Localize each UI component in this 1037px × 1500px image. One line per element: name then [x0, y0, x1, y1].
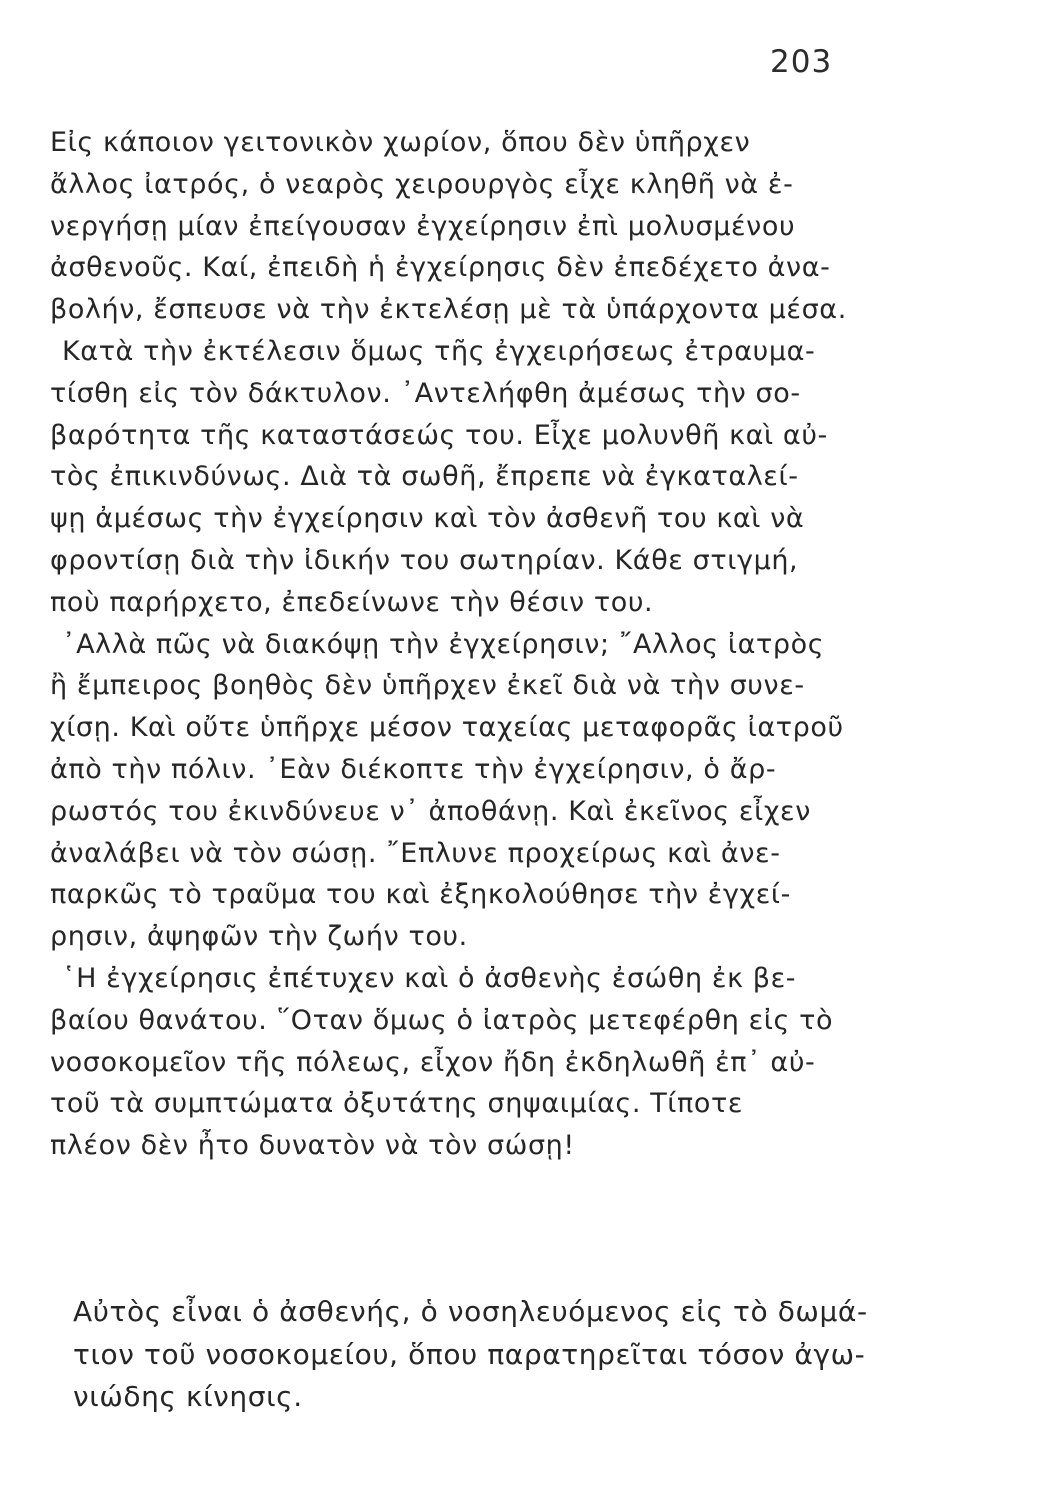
text-line: ρησιν, ἀψηφῶν τὴν ζωήν του.: [50, 921, 468, 953]
text-line: βαίου θανάτου. ῞Οταν ὅμως ὁ ἰατρὸς μετεφέρθη εἰς τὸ: [50, 1004, 834, 1036]
text-line: παρκῶς τὸ τραῦμα του καὶ ἐξηκολούθησε τὴν ἐγχεί-: [50, 879, 791, 911]
text-line: ψῃ ἀμέσως τὴν ἐγχείρησιν καὶ τὸν ἀσθενῆ του καὶ νὰ: [50, 503, 805, 535]
text-line: ἀναλάβει νὰ τὸν σώσῃ. ῎Επλυνε προχείρως καὶ ἀνε-: [50, 837, 781, 869]
text-line: τὸς ἐπικινδύνως. Διὰ τὰ σωθῆ, ἔπρεπε νὰ ἐγκαταλεί-: [50, 461, 799, 493]
text-line: τοῦ τὰ συμπτώματα ὀξυτάτης σηψαιμίας. Τίποτε: [50, 1088, 744, 1120]
text-line: τίσθη εἰς τὸν δάκτυλον. ᾿Αντελήφθη ἀμέσως τὴν σο-: [50, 377, 801, 409]
text-line: ᾿Αλλὰ πῶς νὰ διακόψῃ τὴν ἐγχείρησιν; ῎Αλλος ἰατρὸς: [62, 628, 825, 660]
text-line: ρωστός του ἐκινδύνευε ν᾿ ἀποθάνῃ. Καὶ ἐκεῖνος εἶχεν: [50, 795, 811, 827]
page-number: 203: [770, 44, 833, 80]
text-line: βαρότητα τῆς καταστάσεώς του. Εἶχε μολυνθῆ καὶ αὐ-: [50, 419, 828, 451]
text-line: τιον τοῦ νοσοκομείου, ὅπου παρατηρεῖται τόσον ἀγω-: [73, 1337, 866, 1371]
text-line: ῾Η ἐγχείρησις ἐπέτυχεν καὶ ὁ ἀσθενὴς ἐσώθη ἐκ βε-: [62, 962, 797, 994]
text-line: ποὺ παρήρχετο, ἐπεδείνωνε τὴν θέσιν του.: [50, 586, 654, 618]
text-line: ἄλλος ἰατρός, ὁ νεαρὸς χειρουργὸς εἶχε κληθῆ νὰ ἐ-: [50, 168, 794, 200]
main-text-block: [50, 122, 980, 1167]
text-line: ἀπὸ τὴν πόλιν. ᾿Εὰν διέκοπτε τὴν ἐγχείρησιν, ὁ ἄρ-: [50, 753, 777, 785]
closing-paragraph: [73, 1291, 1003, 1419]
text-line: Κατὰ τὴν ἐκτέλεσιν ὅμως τῆς ἐγχειρήσεως ἐτραυμα-: [62, 335, 816, 367]
text-line: ἢ ἔμπειρος βοηθὸς δὲν ὑπῆρχεν ἐκεῖ διὰ νὰ τὴν συνε-: [50, 670, 805, 702]
text-line: νιώδης κίνησις.: [73, 1380, 303, 1413]
text-line: βολήν, ἔσπευσε νὰ τὴν ἐκτελέσῃ μὲ τὰ ὑπάρχοντα μέσα.: [50, 294, 847, 326]
text-line: φροντίσῃ διὰ τὴν ἰδικήν του σωτηρίαν. Κάθε στιγμή,: [50, 544, 799, 576]
text-line: Αὐτὸς εἶναι ὁ ἀσθενής, ὁ νοσηλευόμενος εἰς τὸ δωμά-: [73, 1295, 868, 1328]
text-line: Εἰς κάποιον γειτονικὸν χωρίον, ὅπου δὲν ὑπῆρχεν: [50, 127, 751, 158]
text-line: νοσοκομεῖον τῆς πόλεως, εἶχον ἤδη ἐκδηλωθῆ ἐπ᾿ αὐ-: [50, 1046, 816, 1078]
text-line: χίσῃ. Καὶ οὔτε ὑπῆρχε μέσον ταχείας μεταφορᾶς ἰατροῦ: [50, 712, 844, 744]
text-line: ἀσθενοῦς. Καί, ἐπειδὴ ἡ ἐγχείρησις δὲν ἐπεδέχετο ἀνα-: [50, 252, 831, 284]
text-line: νεργήσῃ μίαν ἐπείγουσαν ἐγχείρησιν ἐπὶ μολυσμένου: [50, 210, 796, 242]
text-line: πλέον δὲν ἦτο δυνατὸν νὰ τὸν σώσῃ!: [50, 1130, 575, 1162]
